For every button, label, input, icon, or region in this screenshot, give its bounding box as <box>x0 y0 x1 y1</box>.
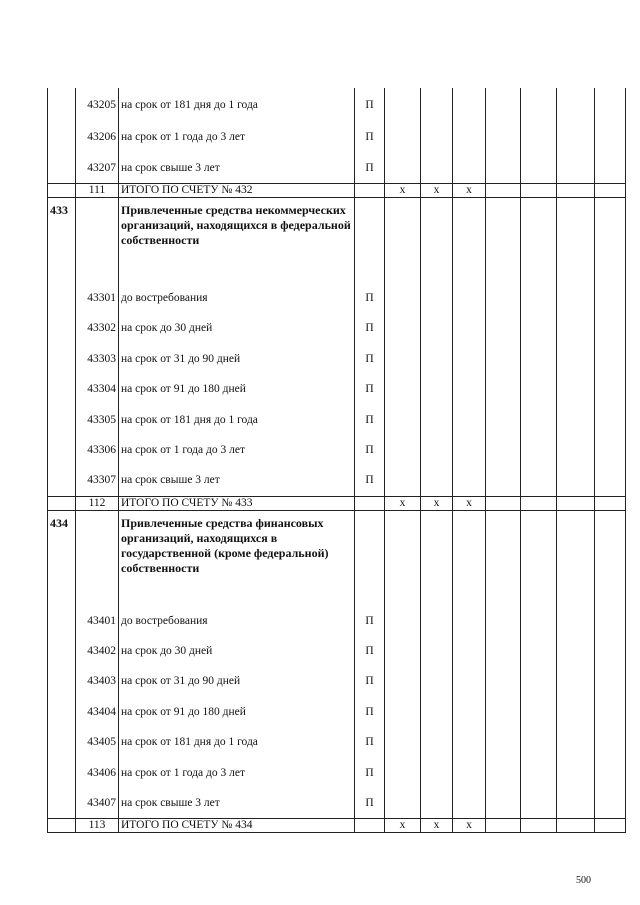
section-number <box>48 788 76 819</box>
account-code: 43303 <box>76 344 119 374</box>
value-cell <box>595 697 626 727</box>
table-row <box>48 435 626 465</box>
account-type-mark <box>355 510 385 606</box>
value-cell <box>486 344 521 374</box>
value-cell <box>453 374 486 404</box>
account-code <box>76 197 119 283</box>
account-type-mark <box>355 183 385 197</box>
account-name: на срок от 181 дня до 1 года <box>119 88 355 122</box>
value-cell <box>385 122 421 152</box>
value-cell <box>521 88 557 122</box>
account-type-mark: П <box>355 344 385 374</box>
value-cell <box>486 666 521 696</box>
account-type-mark: П <box>355 788 385 819</box>
value-cell <box>557 152 595 183</box>
value-cell <box>486 636 521 666</box>
value-cell <box>557 283 595 313</box>
value-cell <box>385 697 421 727</box>
account-name: на срок свыше 3 лет <box>119 788 355 819</box>
table-row <box>48 374 626 404</box>
total-row <box>48 183 626 197</box>
account-name: ИТОГО ПО СЧЕТУ № 434 <box>119 819 355 833</box>
value-cell <box>385 666 421 696</box>
account-name: ИТОГО ПО СЧЕТУ № 432 <box>119 183 355 197</box>
account-name: на срок от 1 года до 3 лет <box>119 122 355 152</box>
section-number <box>48 697 76 727</box>
value-cell <box>595 404 626 434</box>
value-cell <box>521 666 557 696</box>
account-code: 43406 <box>76 757 119 787</box>
value-cell: х <box>421 496 453 510</box>
account-code: 43307 <box>76 465 119 496</box>
value-cell <box>521 819 557 833</box>
section-header-row <box>48 197 626 283</box>
value-cell <box>486 727 521 757</box>
value-cell <box>421 727 453 757</box>
section-number <box>48 152 76 183</box>
value-cell <box>453 435 486 465</box>
value-cell <box>521 435 557 465</box>
value-cell <box>453 727 486 757</box>
value-cell <box>385 435 421 465</box>
value-cell <box>385 727 421 757</box>
account-code: 43207 <box>76 152 119 183</box>
value-cell <box>521 313 557 343</box>
value-cell <box>595 88 626 122</box>
value-cell <box>453 122 486 152</box>
account-name: на срок до 30 дней <box>119 313 355 343</box>
section-header-row <box>48 510 626 606</box>
value-cell <box>486 757 521 787</box>
value-cell <box>385 465 421 496</box>
value-cell <box>557 197 595 283</box>
table-row <box>48 666 626 696</box>
account-code: 43205 <box>76 88 119 122</box>
value-cell <box>595 122 626 152</box>
value-cell <box>453 666 486 696</box>
value-cell <box>557 510 595 606</box>
value-cell <box>557 697 595 727</box>
account-code: 43405 <box>76 727 119 757</box>
value-cell <box>486 88 521 122</box>
value-cell <box>557 465 595 496</box>
value-cell <box>595 183 626 197</box>
section-number: 433 <box>48 197 76 283</box>
value-cell <box>595 496 626 510</box>
account-type-mark <box>355 496 385 510</box>
value-cell <box>486 606 521 636</box>
value-cell: х <box>385 183 421 197</box>
table-row <box>48 636 626 666</box>
section-number <box>48 727 76 757</box>
table-row <box>48 465 626 496</box>
account-code: 43302 <box>76 313 119 343</box>
value-cell <box>486 496 521 510</box>
value-cell <box>521 183 557 197</box>
value-cell <box>385 283 421 313</box>
value-cell <box>385 344 421 374</box>
value-cell <box>521 344 557 374</box>
account-code: 43407 <box>76 788 119 819</box>
value-cell <box>421 152 453 183</box>
value-cell <box>557 313 595 343</box>
account-type-mark: П <box>355 374 385 404</box>
total-row <box>48 819 626 833</box>
account-type-mark: П <box>355 666 385 696</box>
value-cell <box>557 344 595 374</box>
value-cell <box>557 435 595 465</box>
value-cell <box>595 510 626 606</box>
value-cell <box>557 819 595 833</box>
value-cell <box>453 283 486 313</box>
value-cell <box>521 122 557 152</box>
value-cell <box>557 727 595 757</box>
section-number <box>48 374 76 404</box>
value-cell <box>486 313 521 343</box>
value-cell <box>421 788 453 819</box>
account-type-mark: П <box>355 283 385 313</box>
value-cell <box>521 788 557 819</box>
value-cell <box>595 344 626 374</box>
value-cell <box>521 197 557 283</box>
value-cell <box>557 404 595 434</box>
value-cell <box>557 122 595 152</box>
total-row <box>48 496 626 510</box>
value-cell <box>453 465 486 496</box>
value-cell <box>595 313 626 343</box>
value-cell <box>421 666 453 696</box>
section-number <box>48 88 76 122</box>
value-cell <box>421 510 453 606</box>
value-cell <box>486 283 521 313</box>
value-cell <box>421 197 453 283</box>
account-type-mark: П <box>355 435 385 465</box>
value-cell <box>453 88 486 122</box>
section-number <box>48 819 76 833</box>
section-number <box>48 465 76 496</box>
account-name: Привлеченные средства некоммерческих организаций, находящихся в федеральной собственности <box>119 197 355 283</box>
account-code: 43306 <box>76 435 119 465</box>
value-cell <box>385 510 421 606</box>
section-number <box>48 666 76 696</box>
value-cell <box>453 152 486 183</box>
value-cell: х <box>453 819 486 833</box>
value-cell <box>521 404 557 434</box>
account-code: 43206 <box>76 122 119 152</box>
account-code: 43403 <box>76 666 119 696</box>
section-number <box>48 435 76 465</box>
value-cell <box>486 788 521 819</box>
value-cell <box>486 510 521 606</box>
page-number: 500 <box>576 875 591 886</box>
account-code <box>76 510 119 606</box>
table-row <box>48 313 626 343</box>
value-cell <box>595 757 626 787</box>
table-row <box>48 727 626 757</box>
value-cell <box>595 435 626 465</box>
value-cell <box>521 697 557 727</box>
value-cell <box>453 344 486 374</box>
account-name: на срок от 91 до 180 дней <box>119 374 355 404</box>
value-cell <box>421 636 453 666</box>
account-code: 43404 <box>76 697 119 727</box>
table-body <box>48 88 626 833</box>
account-code: 43304 <box>76 374 119 404</box>
account-type-mark: П <box>355 727 385 757</box>
value-cell <box>486 374 521 404</box>
section-number <box>48 757 76 787</box>
value-cell <box>453 757 486 787</box>
value-cell <box>453 636 486 666</box>
value-cell <box>557 636 595 666</box>
value-cell <box>385 404 421 434</box>
value-cell <box>557 666 595 696</box>
account-code: 43301 <box>76 283 119 313</box>
value-cell <box>385 606 421 636</box>
account-name: на срок от 181 дня до 1 года <box>119 727 355 757</box>
value-cell <box>385 374 421 404</box>
value-cell <box>453 697 486 727</box>
value-cell <box>595 819 626 833</box>
value-cell <box>521 465 557 496</box>
value-cell <box>521 606 557 636</box>
account-type-mark: П <box>355 404 385 434</box>
value-cell <box>595 636 626 666</box>
value-cell <box>557 88 595 122</box>
section-number <box>48 404 76 434</box>
account-name: на срок свыше 3 лет <box>119 152 355 183</box>
value-cell <box>595 374 626 404</box>
table-row <box>48 88 626 122</box>
value-cell <box>557 757 595 787</box>
value-cell <box>385 757 421 787</box>
value-cell: х <box>421 819 453 833</box>
value-cell: х <box>421 183 453 197</box>
account-name: Привлеченные средства финансовых организаций, находящихся в государственной (кроме федеральной) собственности <box>119 510 355 606</box>
account-name: на срок от 31 до 90 дней <box>119 344 355 374</box>
table-row <box>48 122 626 152</box>
value-cell <box>385 313 421 343</box>
value-cell <box>421 606 453 636</box>
value-cell <box>521 152 557 183</box>
value-cell <box>595 727 626 757</box>
value-cell <box>486 435 521 465</box>
account-code: 43401 <box>76 606 119 636</box>
account-type-mark: П <box>355 122 385 152</box>
value-cell <box>421 435 453 465</box>
value-cell <box>421 465 453 496</box>
account-name: до востребования <box>119 606 355 636</box>
value-cell: х <box>385 496 421 510</box>
accounts-table <box>47 88 626 833</box>
value-cell <box>521 757 557 787</box>
value-cell <box>595 152 626 183</box>
value-cell <box>385 197 421 283</box>
value-cell <box>453 313 486 343</box>
value-cell <box>557 788 595 819</box>
section-number <box>48 496 76 510</box>
value-cell <box>486 152 521 183</box>
value-cell <box>595 666 626 696</box>
account-code: 111 <box>76 183 119 197</box>
value-cell <box>486 197 521 283</box>
value-cell <box>385 636 421 666</box>
account-name: на срок от 31 до 90 дней <box>119 666 355 696</box>
section-number <box>48 183 76 197</box>
value-cell <box>421 88 453 122</box>
section-number <box>48 122 76 152</box>
value-cell <box>421 404 453 434</box>
value-cell <box>486 404 521 434</box>
value-cell <box>486 183 521 197</box>
value-cell <box>486 697 521 727</box>
value-cell <box>385 788 421 819</box>
value-cell <box>521 727 557 757</box>
account-type-mark: П <box>355 313 385 343</box>
account-type-mark: П <box>355 152 385 183</box>
value-cell <box>595 283 626 313</box>
account-type-mark: П <box>355 88 385 122</box>
table-row <box>48 283 626 313</box>
account-type-mark: П <box>355 636 385 666</box>
value-cell <box>385 88 421 122</box>
section-number <box>48 344 76 374</box>
value-cell: х <box>385 819 421 833</box>
section-number <box>48 313 76 343</box>
value-cell <box>453 788 486 819</box>
section-number <box>48 636 76 666</box>
account-type-mark <box>355 197 385 283</box>
value-cell <box>453 197 486 283</box>
value-cell <box>521 636 557 666</box>
value-cell <box>421 374 453 404</box>
account-code: 43305 <box>76 404 119 434</box>
value-cell <box>521 496 557 510</box>
account-name: на срок от 181 дня до 1 года <box>119 404 355 434</box>
value-cell <box>595 465 626 496</box>
table-row <box>48 606 626 636</box>
value-cell <box>595 197 626 283</box>
account-name: на срок до 30 дней <box>119 636 355 666</box>
value-cell <box>595 788 626 819</box>
value-cell <box>557 606 595 636</box>
table-row <box>48 757 626 787</box>
account-type-mark <box>355 819 385 833</box>
value-cell: х <box>453 496 486 510</box>
value-cell <box>521 283 557 313</box>
table-row <box>48 404 626 434</box>
value-cell <box>421 344 453 374</box>
table-row <box>48 152 626 183</box>
value-cell <box>421 283 453 313</box>
account-code: 113 <box>76 819 119 833</box>
value-cell <box>453 606 486 636</box>
value-cell <box>421 122 453 152</box>
section-number <box>48 606 76 636</box>
table-row <box>48 344 626 374</box>
value-cell <box>453 404 486 434</box>
value-cell <box>595 606 626 636</box>
value-cell <box>521 374 557 404</box>
value-cell <box>486 122 521 152</box>
account-name: до востребования <box>119 283 355 313</box>
value-cell <box>486 819 521 833</box>
account-name: на срок от 1 года до 3 лет <box>119 757 355 787</box>
account-code: 43402 <box>76 636 119 666</box>
value-cell: х <box>453 183 486 197</box>
account-code: 112 <box>76 496 119 510</box>
account-type-mark: П <box>355 465 385 496</box>
table-row <box>48 697 626 727</box>
value-cell <box>421 313 453 343</box>
account-type-mark: П <box>355 757 385 787</box>
account-name: на срок свыше 3 лет <box>119 465 355 496</box>
value-cell <box>521 510 557 606</box>
value-cell <box>557 374 595 404</box>
account-name: ИТОГО ПО СЧЕТУ № 433 <box>119 496 355 510</box>
value-cell <box>385 152 421 183</box>
section-number: 434 <box>48 510 76 606</box>
account-type-mark: П <box>355 697 385 727</box>
value-cell <box>557 183 595 197</box>
value-cell <box>486 465 521 496</box>
account-type-mark: П <box>355 606 385 636</box>
account-name: на срок от 91 до 180 дней <box>119 697 355 727</box>
section-number <box>48 283 76 313</box>
account-name: на срок от 1 года до 3 лет <box>119 435 355 465</box>
value-cell <box>557 496 595 510</box>
table-row <box>48 788 626 819</box>
value-cell <box>421 757 453 787</box>
value-cell <box>453 510 486 606</box>
value-cell <box>421 697 453 727</box>
